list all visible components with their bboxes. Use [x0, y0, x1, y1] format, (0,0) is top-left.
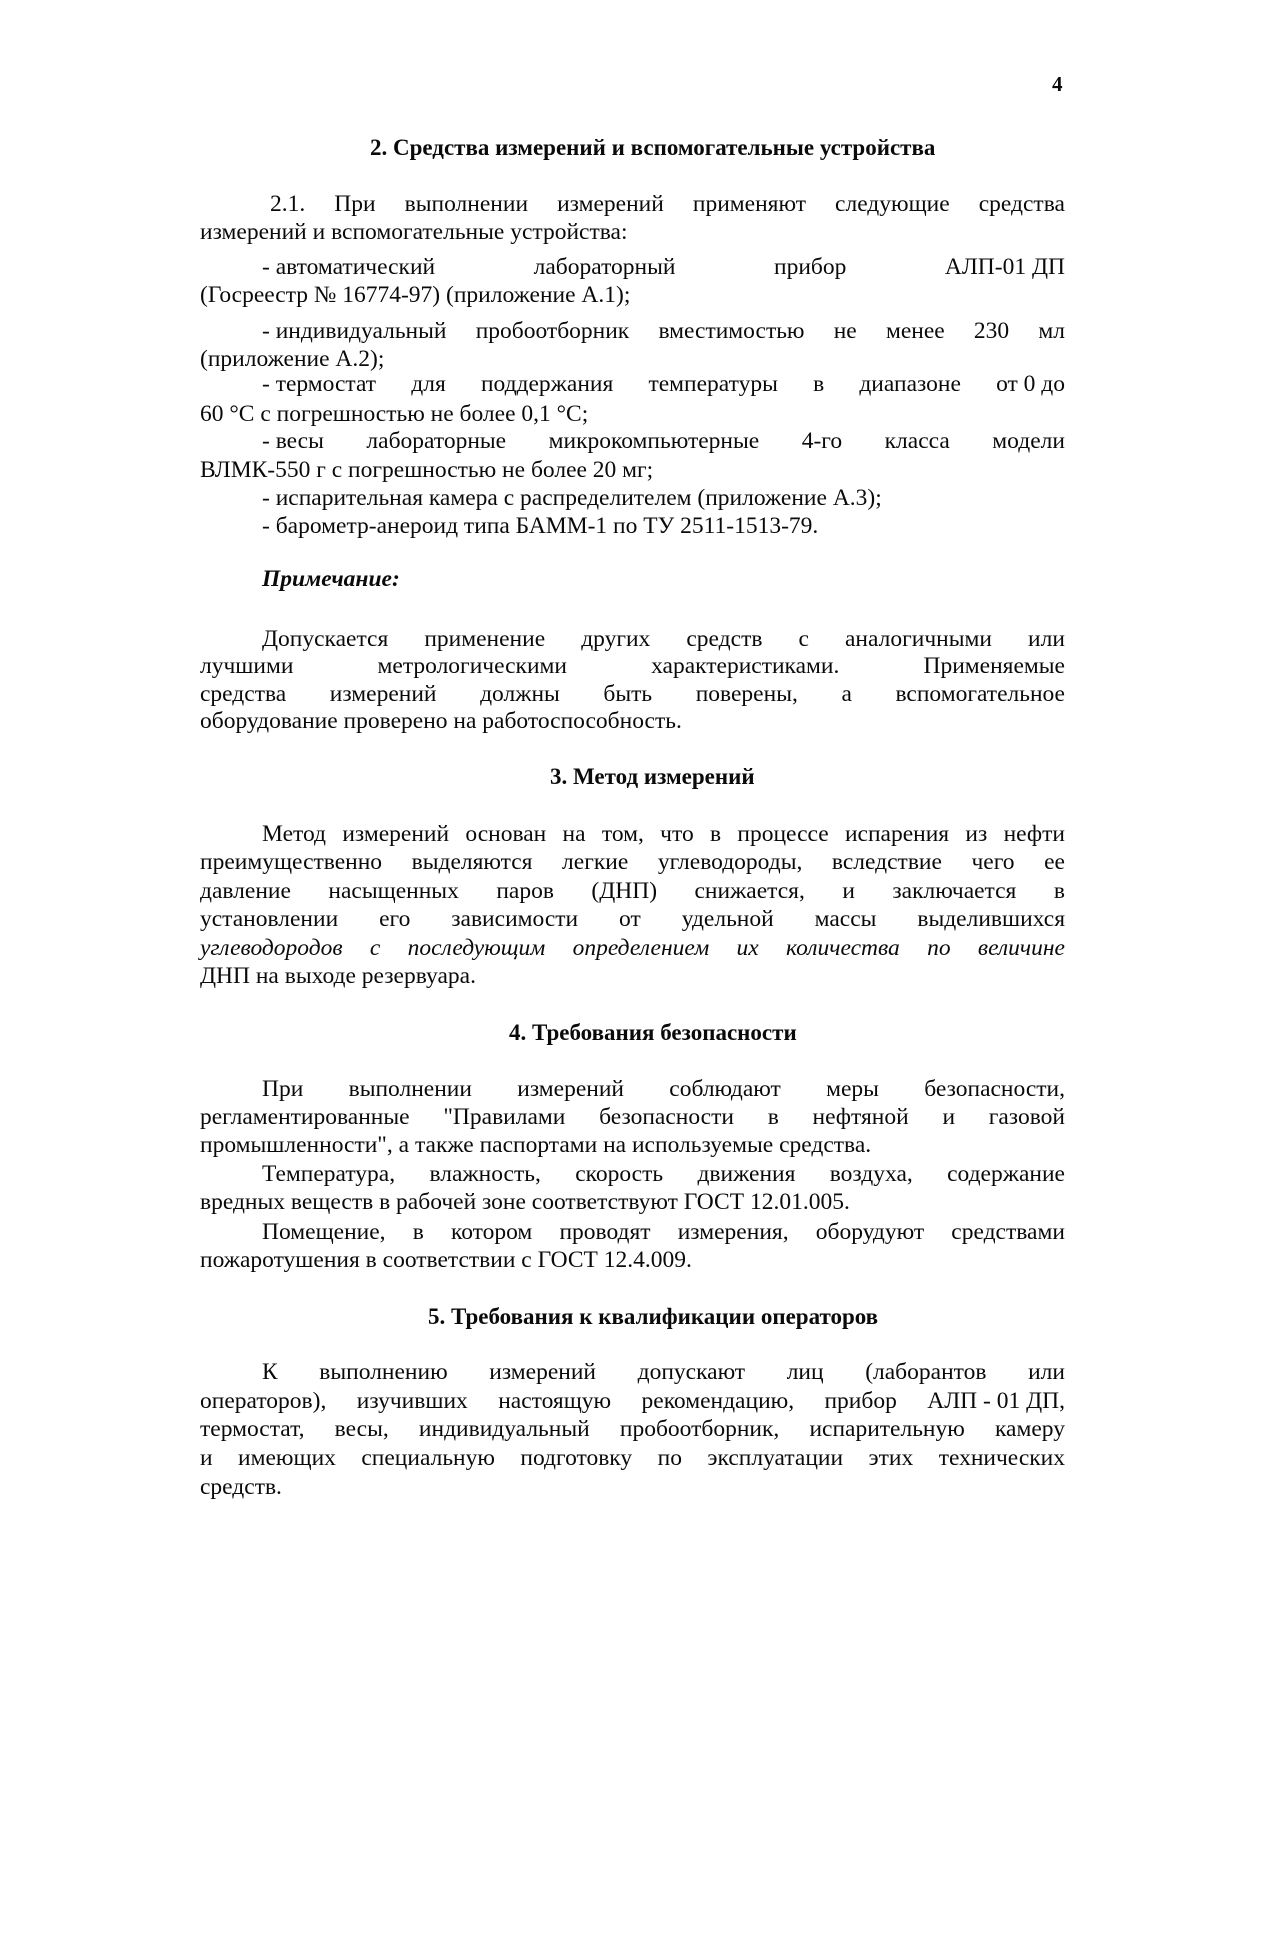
word: измерения,: [677, 1219, 789, 1245]
section-5-title: 5. Требования к квалификации операторов: [428, 1304, 879, 1329]
word: и: [200, 1445, 213, 1471]
word: выполнении: [404, 191, 529, 217]
section-3-title: 3. Метод измерений: [550, 764, 755, 789]
word: или: [1028, 626, 1065, 652]
word: вспомогательное: [895, 681, 1065, 707]
word: Допускается: [262, 626, 389, 652]
word: нефтяной: [812, 1104, 909, 1130]
word: настоящую: [498, 1388, 612, 1414]
word: менее: [885, 318, 945, 344]
word: "Правилами: [443, 1104, 566, 1130]
word: диапазоне: [859, 371, 961, 397]
word: скорость: [575, 1161, 664, 1187]
word: Метод: [262, 821, 327, 847]
word: средств: [686, 626, 763, 652]
word: испарительную: [809, 1416, 965, 1442]
word: средства: [200, 681, 287, 707]
word: паров: [496, 878, 554, 904]
word: движения: [697, 1161, 796, 1187]
word: (лаборантов: [865, 1359, 987, 1385]
word: При: [334, 191, 376, 217]
word: этих: [868, 1445, 914, 1471]
word: определением: [572, 935, 710, 961]
word: измерений: [517, 1076, 624, 1102]
word: котором: [450, 1219, 533, 1245]
word: для: [411, 371, 446, 397]
word: ее: [1044, 849, 1065, 875]
word: метрологическими: [377, 653, 567, 679]
word: подготовку: [520, 1445, 633, 1471]
word: - термостат: [262, 371, 377, 397]
word: АЛП - 01 ДП,: [927, 1388, 1065, 1414]
word: проводят: [559, 1219, 651, 1245]
word: лабораторный: [533, 254, 676, 280]
word: прибор: [774, 254, 847, 280]
section-3-text-line: [200, 848, 1065, 877]
word: установлении: [200, 906, 339, 932]
word: применение: [424, 626, 546, 652]
word: имеющих: [238, 1445, 336, 1471]
word: лабораторные: [366, 428, 507, 454]
section-5-text-line: [200, 1415, 1065, 1444]
equipment-list-item-line: - испарительная камера с распределителем (приложение А.3);: [262, 485, 882, 511]
word: соблюдают: [669, 1076, 781, 1102]
section-3-text-line: [200, 905, 1065, 934]
equipment-list-item-line: [262, 317, 1065, 346]
word: нефти: [1003, 821, 1065, 847]
word: воздуха,: [829, 1161, 913, 1187]
note-text-line: [200, 680, 1065, 709]
word: его: [379, 906, 411, 932]
note-text-line: [200, 652, 1065, 681]
word: поддержания: [480, 371, 614, 397]
equipment-list-item-line: - барометр-анероид типа БАММ-1 по ТУ 2511-1513-79.: [262, 513, 819, 539]
word: термостат,: [200, 1416, 305, 1442]
word: том,: [601, 821, 644, 847]
word: вследствие: [831, 849, 942, 875]
word: измерений: [329, 681, 437, 707]
section-2-intro-line: измерений и вспомогательные устройства:: [200, 219, 628, 245]
note-text-line: [262, 625, 1065, 654]
word: основан: [465, 821, 547, 847]
section-3-text-line: [200, 934, 1065, 963]
word: последующим: [407, 935, 546, 961]
word: поверены,: [695, 681, 798, 707]
word: характеристиками.: [651, 653, 840, 679]
section-2-title: 2. Средства измерений и вспомогательные устройства: [370, 135, 936, 160]
note-label: Примечание:: [262, 566, 400, 592]
word: безопасности,: [924, 1076, 1065, 1102]
word: углеводородов: [200, 935, 343, 961]
word: меры: [826, 1076, 879, 1102]
word: рекомендацию,: [641, 1388, 795, 1414]
word: в: [412, 1219, 424, 1245]
word: что: [660, 821, 694, 847]
equipment-list-item-line: (приложение А.2);: [200, 346, 385, 372]
word: или: [1028, 1359, 1065, 1385]
word: 4-го: [801, 428, 843, 454]
section-5-text-line: [200, 1444, 1065, 1473]
word: от 0 до: [996, 371, 1065, 397]
word: При: [262, 1076, 304, 1102]
word: (ДНП): [591, 878, 658, 904]
word: мл: [1038, 318, 1065, 344]
section-4-text-line: [262, 1160, 1065, 1189]
word: измерений: [489, 1359, 596, 1385]
word: должны: [480, 681, 560, 707]
word: 2.1.: [270, 191, 306, 217]
word: и: [942, 1104, 956, 1130]
word: модели: [992, 428, 1065, 454]
word: углеводороды,: [657, 849, 803, 875]
word: камеру: [995, 1416, 1065, 1442]
word: средствами: [951, 1219, 1065, 1245]
word: насыщенных: [328, 878, 459, 904]
word: выделяются: [411, 849, 533, 875]
word: микрокомпьютерные: [548, 428, 760, 454]
section-4-text-line: пожаротушения в соответствии с ГОСТ 12.4.009.: [200, 1247, 692, 1273]
word: и: [842, 878, 855, 904]
word: с: [798, 626, 809, 652]
word: Применяемые: [923, 653, 1065, 679]
word: выделившихся: [917, 906, 1065, 932]
word: влажность,: [429, 1161, 541, 1187]
word: на: [562, 821, 586, 847]
equipment-list-item-line: [262, 370, 1065, 399]
word: специальную: [361, 1445, 495, 1471]
word: изучивших: [356, 1388, 468, 1414]
word: выполнении: [348, 1076, 472, 1102]
word: содержание: [947, 1161, 1065, 1187]
section-2-intro-line: [270, 190, 1065, 219]
page-number: 4: [1052, 72, 1063, 96]
word: преимущественно: [200, 849, 383, 875]
word: из: [965, 821, 988, 847]
word: эксплуатации: [707, 1445, 844, 1471]
word: оборудуют: [815, 1219, 925, 1245]
word: Помещение,: [262, 1219, 386, 1245]
section-4-text-line: [262, 1075, 1065, 1104]
section-3-text-line: [262, 820, 1065, 849]
word: лучшими: [200, 653, 294, 679]
word: других: [581, 626, 651, 652]
word: безопасности: [599, 1104, 734, 1130]
section-4-text-line: промышленности", а также паспортами на используемые средства.: [200, 1132, 872, 1158]
equipment-list-item-line: (Госреестр № 16774-97) (приложение А.1);: [200, 282, 631, 308]
word: снижается,: [694, 878, 805, 904]
word: прибор: [824, 1388, 897, 1414]
equipment-list-item-line: ВЛМК-550 г с погрешностью не более 20 мг;: [200, 457, 654, 483]
section-4-text-line: вредных веществ в рабочей зоне соответствуют ГОСТ 12.01.005.: [200, 1189, 850, 1215]
word: выполнению: [319, 1359, 448, 1385]
word: аналогичными: [845, 626, 992, 652]
equipment-list-item-line: [262, 253, 1065, 282]
word: испарения: [844, 821, 950, 847]
word: удельной: [681, 906, 774, 932]
word: пробоотборник,: [619, 1416, 780, 1442]
equipment-list-item-line: 60 °С с погрешностью не более 0,1 °С;: [200, 401, 589, 427]
word: класса: [884, 428, 950, 454]
word: давление: [200, 878, 291, 904]
word: технических: [938, 1445, 1065, 1471]
word: применяют: [692, 191, 806, 217]
word: количества: [786, 935, 900, 961]
word: процессе: [737, 821, 829, 847]
word: в: [710, 821, 722, 847]
word: 230: [973, 318, 1010, 344]
word: - автоматический: [262, 254, 436, 280]
word: допускают: [637, 1359, 746, 1385]
section-4-title: 4. Требования безопасности: [509, 1020, 797, 1045]
word: операторов),: [200, 1388, 327, 1414]
word: чего: [971, 849, 1015, 875]
equipment-list-item-line: [262, 427, 1065, 456]
section-3-text-line: [200, 877, 1065, 906]
word: вместимостью: [658, 318, 805, 344]
word: быть: [603, 681, 653, 707]
word: - индивидуальный: [262, 318, 447, 344]
word: регламентированные: [200, 1104, 410, 1130]
section-4-text-line: [262, 1218, 1065, 1247]
word: Температура,: [262, 1161, 396, 1187]
word: заключается: [892, 878, 1017, 904]
section-3-text-line: ДНП на выходе резервуара.: [200, 963, 476, 989]
word: газовой: [988, 1104, 1065, 1130]
word: а: [841, 681, 852, 707]
word: величине: [977, 935, 1065, 961]
word: не: [833, 318, 857, 344]
word: - весы: [262, 428, 324, 454]
word: в: [767, 1104, 779, 1130]
word: следующие: [835, 191, 950, 217]
word: лиц: [786, 1359, 824, 1385]
word: в: [1053, 878, 1065, 904]
word: по: [657, 1445, 682, 1471]
word: весы,: [334, 1416, 389, 1442]
word: легкие: [562, 849, 629, 875]
word: измерений: [342, 821, 450, 847]
word: массы: [814, 906, 877, 932]
note-text-line: оборудование проверено на работоспособность.: [200, 708, 682, 734]
word: температуры: [648, 371, 778, 397]
word: в: [813, 371, 825, 397]
section-5-text-line: [262, 1358, 1065, 1387]
word: от: [619, 906, 641, 932]
section-5-text-line: средств.: [200, 1474, 282, 1500]
word: измерений: [557, 191, 664, 217]
word: зависимости: [451, 906, 579, 932]
word: по: [927, 935, 951, 961]
section-5-text-line: [200, 1387, 1065, 1416]
word: с: [369, 935, 381, 961]
word: средства: [978, 191, 1065, 217]
word: их: [736, 935, 759, 961]
word: индивидуальный: [418, 1416, 590, 1442]
section-4-text-line: [200, 1103, 1065, 1132]
word: пробоотборник: [475, 318, 630, 344]
word: АЛП-01 ДП: [944, 254, 1065, 280]
word: К: [262, 1359, 278, 1385]
